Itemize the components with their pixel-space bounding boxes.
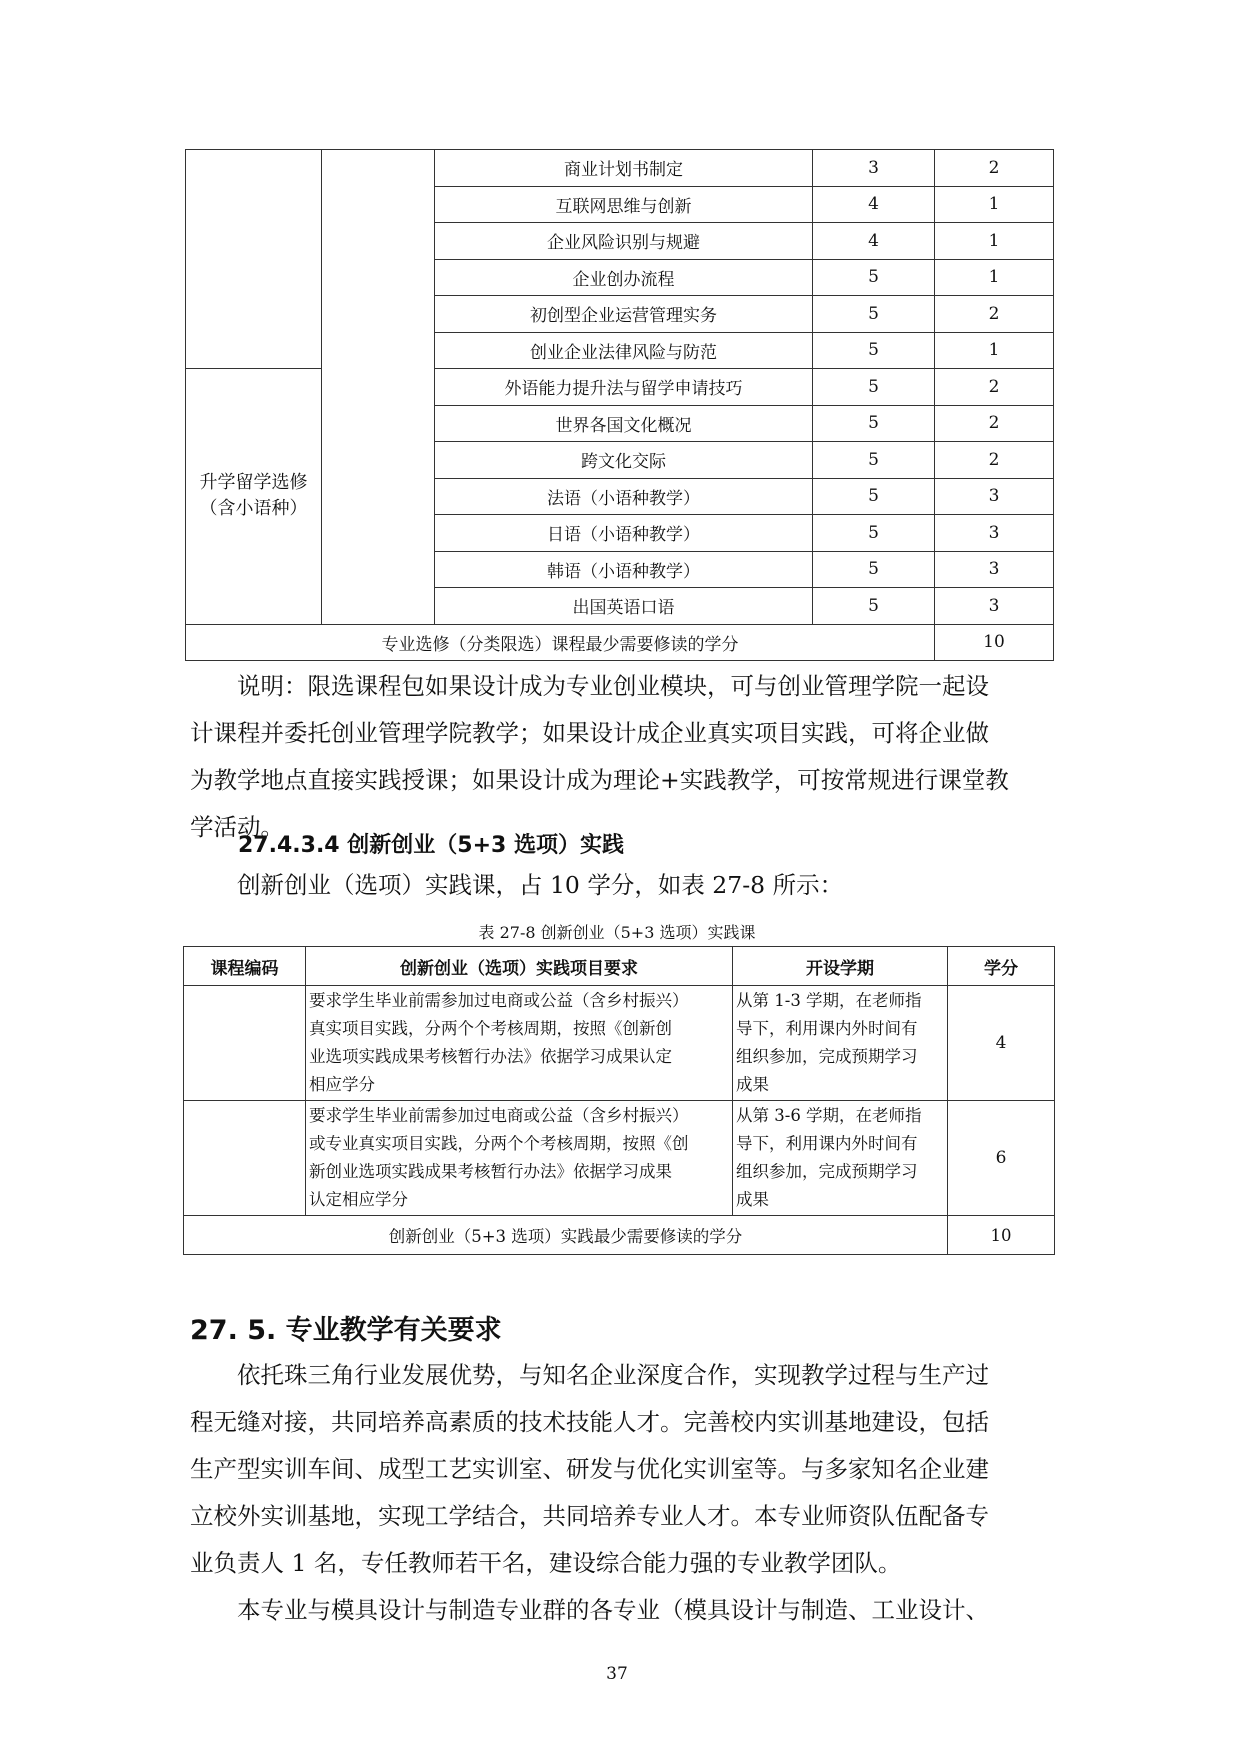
table-row	[186, 150, 1054, 187]
term-cell	[733, 1101, 948, 1216]
course-name: 世界各国文化概况	[435, 405, 813, 442]
summary-value: 10	[935, 624, 1054, 661]
course-credit: 3	[935, 551, 1054, 588]
course-semester: 3	[813, 150, 935, 187]
body-line: 依托珠三角行业发展优势，与知名企业深度合作，实现教学过程与生产过	[237, 1361, 989, 1389]
course-semester: 4	[813, 186, 935, 223]
course-semester: 5	[813, 332, 935, 369]
requirement-line: 或专业真实项目实践，分两个个考核周期，按照《创	[309, 1134, 689, 1153]
term-line: 从第 1-3 学期，在老师指	[736, 991, 922, 1010]
header-code: 课程编码	[184, 947, 306, 986]
code-cell	[184, 1101, 306, 1216]
requirement-line: 要求学生毕业前需参加过电商或公益（含乡村振兴）	[309, 991, 689, 1010]
term-line: 从第 3-6 学期，在老师指	[736, 1106, 922, 1125]
term-line: 组织参加，完成预期学习	[736, 1047, 918, 1066]
practice-course-table	[183, 946, 1055, 1255]
course-credit: 3	[935, 588, 1054, 625]
header-requirement: 创新创业（选项）实践项目要求	[306, 947, 733, 986]
table-summary-row	[184, 1216, 1055, 1255]
group-label: 升学留学选修	[199, 472, 308, 494]
group-cell-entrepreneurship	[186, 150, 322, 369]
body-line: 本专业与模具设计与制造专业群的各专业（模具设计与制造、工业设计、	[237, 1596, 989, 1624]
course-credit: 1	[935, 259, 1054, 296]
requirement-line: 相应学分	[309, 1075, 375, 1094]
code-cell	[184, 986, 306, 1101]
note-paragraph	[190, 663, 1058, 851]
intro-line: 创新创业（选项）实践课，占 10 学分，如表 27-8 所示：	[237, 871, 844, 899]
course-credit: 2	[935, 296, 1054, 333]
requirement-line: 新创业选项实践成果考核暂行办法》依据学习成果	[309, 1162, 672, 1181]
requirement-line: 真实项目实践，分两个个考核周期，按照《创新创	[309, 1019, 672, 1038]
code-cell	[322, 150, 435, 625]
course-semester: 5	[813, 259, 935, 296]
term-line: 成果	[736, 1190, 769, 1209]
table-row	[184, 1101, 1055, 1216]
course-semester: 5	[813, 551, 935, 588]
body-line: 立校外实训基地，实现工学结合，共同培养专业人才。本专业师资队伍配备专	[190, 1502, 989, 1530]
summary-label: 专业选修（分类限选）课程最少需要修读的学分	[186, 624, 935, 661]
subsection-heading: 27.4.3.4 创新创业（5+3 选项）实践	[238, 833, 624, 858]
table-row	[184, 986, 1055, 1101]
course-semester: 5	[813, 405, 935, 442]
course-name: 外语能力提升法与留学申请技巧	[435, 369, 813, 406]
course-name: 日语（小语种教学）	[435, 515, 813, 552]
requirement-line: 业选项实践成果考核暂行办法》依据学习成果认定	[309, 1047, 672, 1066]
term-line: 导下，利用课内外时间有	[736, 1019, 918, 1038]
header-term: 开设学期	[733, 947, 948, 986]
course-name: 互联网思维与创新	[435, 186, 813, 223]
group-label-sub: （含小语种）	[199, 498, 308, 520]
table-row	[186, 369, 1054, 406]
requirement-cell	[306, 1101, 733, 1216]
course-credit: 2	[935, 405, 1054, 442]
header-credit: 学分	[948, 947, 1055, 986]
note-line: 学活动。	[190, 813, 284, 841]
course-semester: 5	[813, 478, 935, 515]
course-name: 企业创办流程	[435, 259, 813, 296]
intro-paragraph	[190, 862, 1058, 909]
course-credit: 2	[935, 369, 1054, 406]
course-credit: 1	[935, 223, 1054, 260]
body-line: 业负责人 1 名，专任教师若干名，建设综合能力强的专业教学团队。	[190, 1549, 902, 1577]
body-line: 生产型实训车间、成型工艺实训室、研发与优化实训室等。与多家知名企业建	[190, 1455, 989, 1483]
table-caption: 表 27-8 创新创业（5+3 选项）实践课	[478, 923, 756, 942]
course-name: 法语（小语种教学）	[435, 478, 813, 515]
credit-cell: 4	[948, 986, 1055, 1101]
course-name: 企业风险识别与规避	[435, 223, 813, 260]
course-name: 商业计划书制定	[435, 150, 813, 187]
course-semester: 5	[813, 296, 935, 333]
table-header-row	[184, 947, 1055, 986]
note-line: 为教学地点直接实践授课；如果设计成为理论+实践教学，可按常规进行课堂教	[190, 766, 1009, 794]
term-cell	[733, 986, 948, 1101]
course-semester: 5	[813, 515, 935, 552]
course-credit: 3	[935, 478, 1054, 515]
course-semester: 4	[813, 223, 935, 260]
course-semester: 5	[813, 369, 935, 406]
requirement-line: 要求学生毕业前需参加过电商或公益（含乡村振兴）	[309, 1106, 689, 1125]
course-credit: 3	[935, 515, 1054, 552]
course-name: 韩语（小语种教学）	[435, 551, 813, 588]
course-credit: 2	[935, 442, 1054, 479]
elective-course-table	[185, 149, 1054, 661]
credit-cell: 6	[948, 1101, 1055, 1216]
note-line: 计课程并委托创业管理学院教学；如果设计成企业真实项目实践，可将企业做	[190, 719, 989, 747]
term-line: 导下，利用课内外时间有	[736, 1134, 918, 1153]
requirement-cell	[306, 986, 733, 1101]
course-semester: 5	[813, 442, 935, 479]
course-name: 跨文化交际	[435, 442, 813, 479]
course-credit: 1	[935, 186, 1054, 223]
course-name: 出国英语口语	[435, 588, 813, 625]
note-line: 说明：限选课程包如果设计成为专业创业模块，可与创业管理学院一起设	[237, 672, 989, 700]
section-heading: 27. 5. 专业教学有关要求	[190, 1315, 502, 1346]
course-semester: 5	[813, 588, 935, 625]
requirement-line: 认定相应学分	[309, 1190, 408, 1209]
body-paragraph	[190, 1352, 1058, 1634]
term-line: 组织参加，完成预期学习	[736, 1162, 918, 1181]
body-line: 程无缝对接，共同培养高素质的技术技能人才。完善校内实训基地建设，包括	[190, 1408, 989, 1436]
page-number: 37	[606, 1664, 628, 1684]
table-summary-row	[186, 624, 1054, 661]
course-name: 创业企业法律风险与防范	[435, 332, 813, 369]
term-line: 成果	[736, 1075, 769, 1094]
group-cell-study-abroad	[186, 369, 322, 625]
summary-label: 创新创业（5+3 选项）实践最少需要修读的学分	[184, 1216, 948, 1255]
course-credit: 1	[935, 332, 1054, 369]
course-name: 初创型企业运营管理实务	[435, 296, 813, 333]
course-credit: 2	[935, 150, 1054, 187]
summary-value: 10	[948, 1216, 1055, 1255]
